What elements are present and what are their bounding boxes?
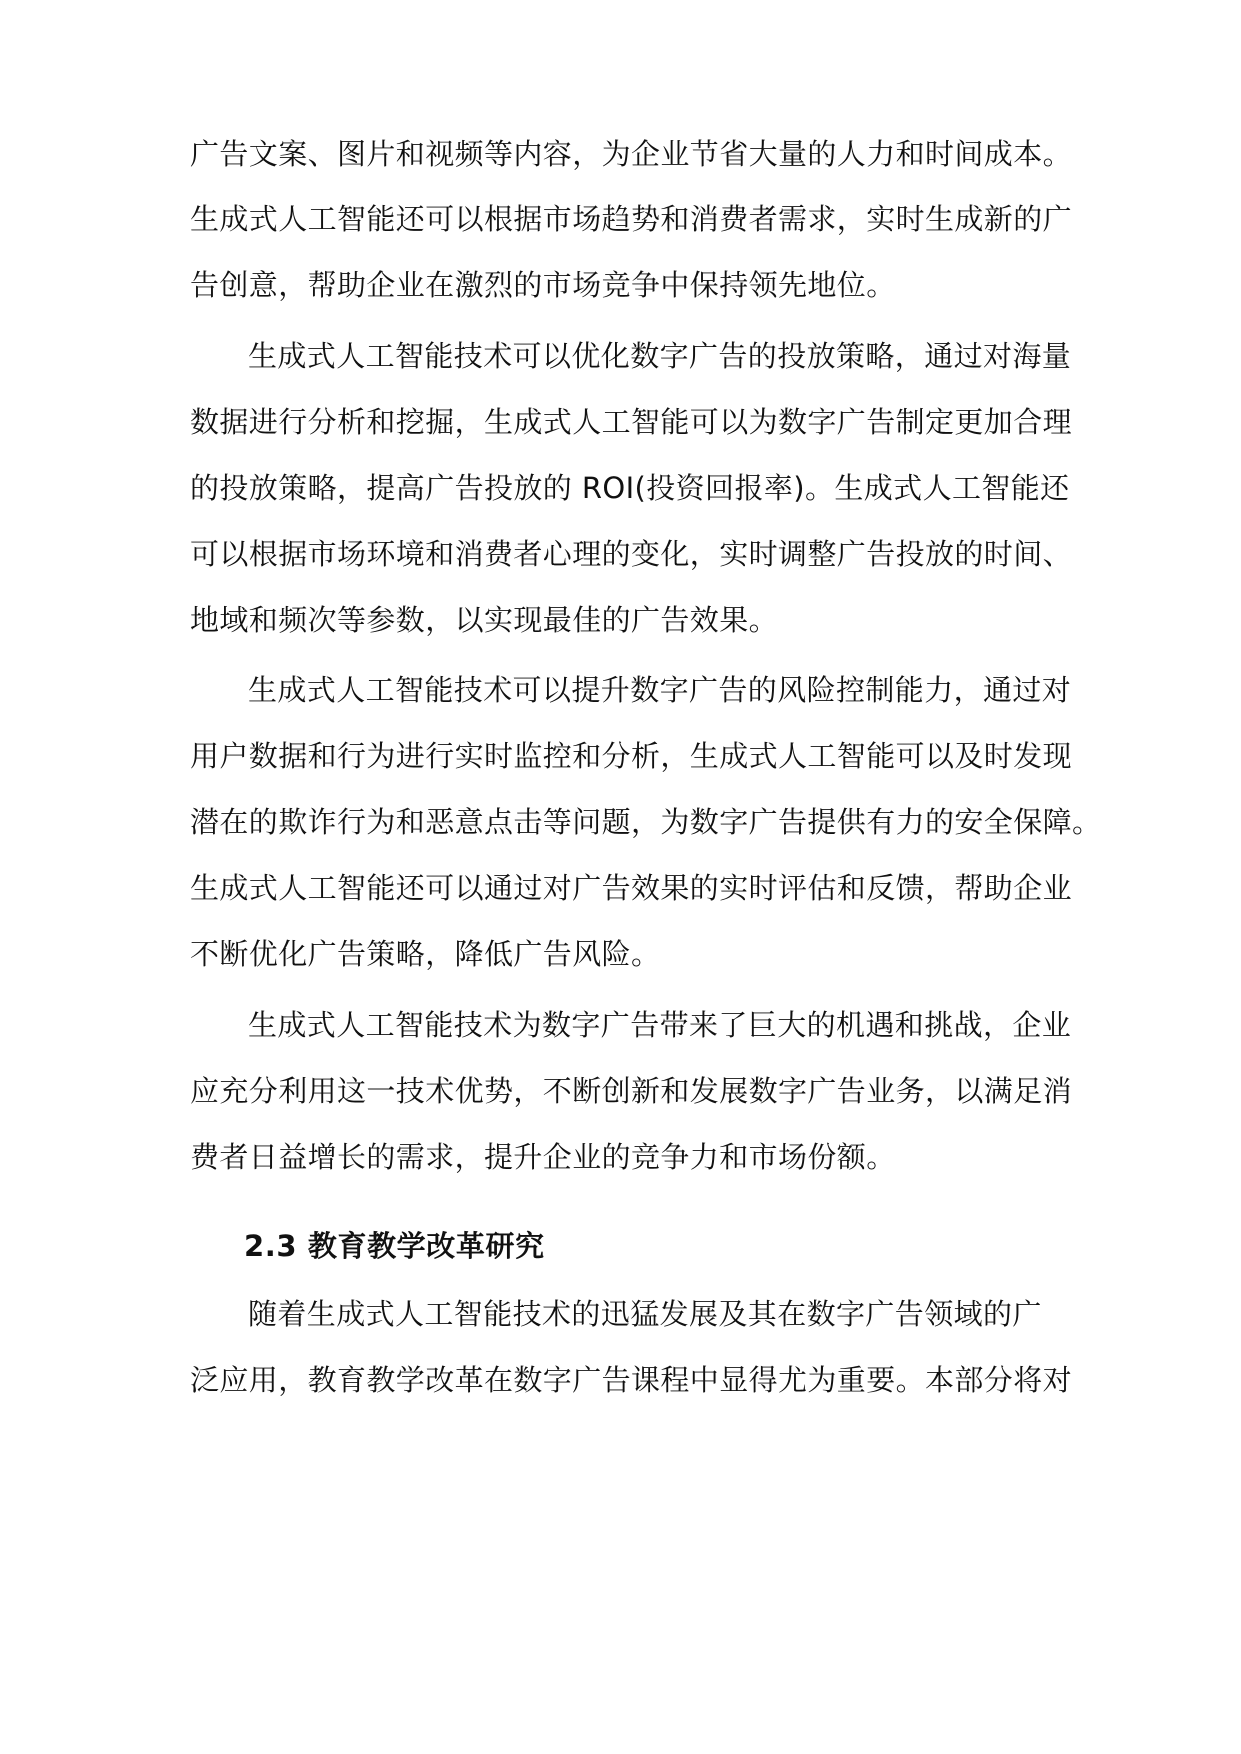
- text-line: 告创意，帮助企业在激烈的市场竞争中保持领先地位。: [190, 268, 896, 302]
- text-line: 地域和频次等参数，以实现最佳的广告效果。: [190, 603, 779, 637]
- text-line: 生成式人工智能技术可以提升数字广告的风险控制能力，通过对: [248, 673, 1072, 707]
- text-line: 生成式人工智能技术可以优化数字广告的投放策略，通过对海量: [248, 339, 1072, 373]
- section-heading: 2.3 教育教学改革研究: [244, 1229, 545, 1263]
- text-line: 生成式人工智能技术为数字广告带来了巨大的机遇和挑战，企业: [248, 1008, 1072, 1042]
- text-line: 数据进行分析和挖掘，生成式人工智能可以为数字广告制定更加合理: [190, 405, 1073, 439]
- text-line: 可以根据市场环境和消费者心理的变化，实时调整广告投放的时间、: [190, 537, 1073, 571]
- text-line: 潜在的欺诈行为和恶意点击等问题，为数字广告提供有力的安全保障。: [190, 805, 1102, 839]
- text-line: 应充分利用这一技术优势，不断创新和发展数字广告业务，以满足消: [190, 1074, 1073, 1108]
- text-line: 广告文案、图片和视频等内容，为企业节省大量的人力和时间成本。: [190, 137, 1073, 171]
- text-line: 随着生成式人工智能技术的迅猛发展及其在数字广告领域的广: [248, 1297, 1042, 1331]
- text-line: 用户数据和行为进行实时监控和分析，生成式人工智能可以及时发现: [190, 739, 1073, 773]
- text-line: 生成式人工智能还可以通过对广告效果的实时评估和反馈，帮助企业: [190, 871, 1073, 905]
- text-line: 泛应用，教育教学改革在数字广告课程中显得尤为重要。本部分将对: [190, 1363, 1073, 1397]
- text-line: 生成式人工智能还可以根据市场趋势和消费者需求，实时生成新的广: [190, 202, 1073, 236]
- text-line: 的投放策略，提高广告投放的 ROI(投资回报率)。生成式人工智能还: [190, 471, 1070, 505]
- text-line: 不断优化广告策略，降低广告风险。: [190, 937, 661, 971]
- text-line: 费者日益增长的需求，提升企业的竞争力和市场份额。: [190, 1140, 896, 1174]
